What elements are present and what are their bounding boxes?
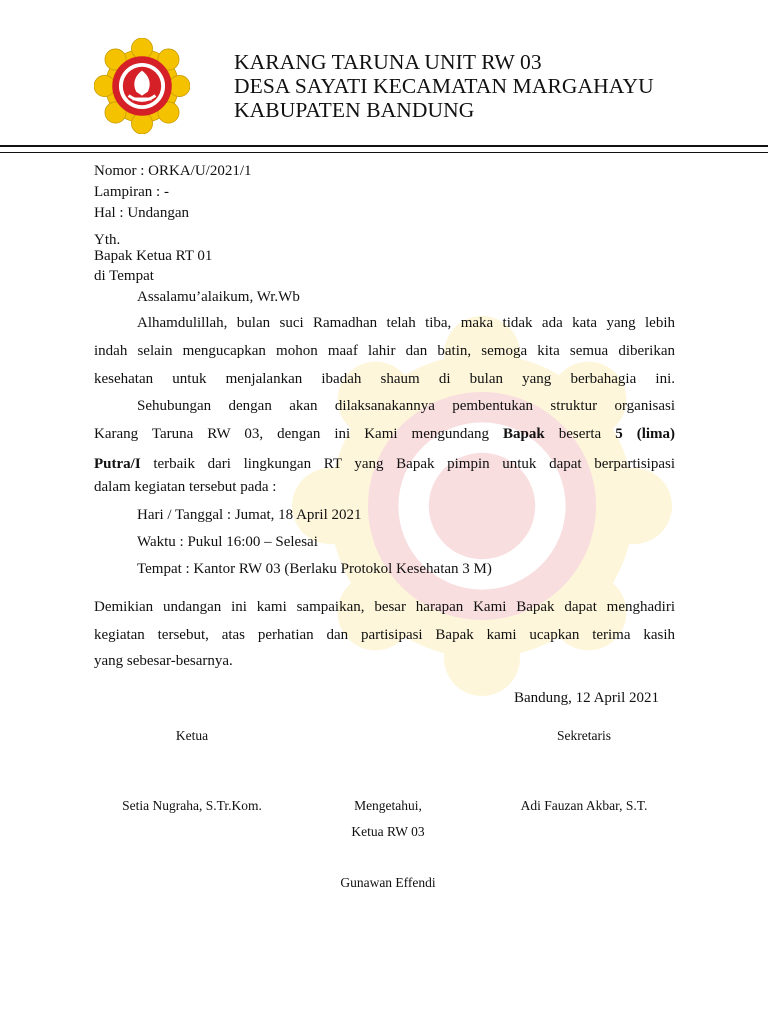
mengetahui-label: Mengetahui,	[354, 798, 422, 813]
ketua-title: Ketua	[175, 728, 209, 743]
event-place: Tempat : Kantor RW 03 (Berlaku Protokol Kesehatan 3 M)	[137, 561, 492, 577]
p2-bold-count: 5 (lima)	[615, 426, 676, 442]
p2-text-a: Karang Taruna RW 03, dengan ini Kami mengundang	[94, 426, 490, 442]
org-village: DESA SAYATI KECAMATAN MARGAHAYU	[234, 74, 654, 98]
letter-number: Nomor : ORKA/U/2021/1	[94, 163, 252, 179]
ketua-name: Setia Nugraha, S.Tr.Kom.	[122, 798, 262, 813]
sekretaris-title: Sekretaris	[557, 728, 611, 743]
letter-date: Bandung, 12 April 2021	[514, 690, 659, 706]
recipient-place: di Tempat	[94, 268, 154, 284]
closing-line-3: yang sebesar-besarnya.	[94, 653, 233, 669]
p2-text-b: beserta	[558, 426, 602, 442]
event-time: Waktu : Pukul 16:00 – Selesai	[137, 534, 318, 550]
paragraph-2-line-3	[94, 456, 675, 473]
recipient-name: Bapak Ketua RT 01	[94, 248, 213, 264]
closing-line-1: Demikian undangan ini kami sampaikan, besar harapan Kami Bapak dapat menghadiri	[94, 599, 675, 615]
paragraph-2-line-2	[94, 426, 675, 443]
letter-subject: Hal : Undangan	[94, 205, 189, 221]
paragraph-2-line-1: Sehubungan dengan akan dilaksanakannya pembentukan struktur organisasi	[137, 398, 675, 414]
event-date: Hari / Tanggal : Jumat, 18 April 2021	[137, 507, 362, 523]
greeting: Assalamu’alaikum, Wr.Wb	[137, 289, 300, 305]
rw-name: Gunawan Effendi	[340, 875, 436, 890]
p2-text-c: terbaik dari lingkungan RT yang Bapak pimpin untuk dapat berpartisipasi	[153, 456, 676, 472]
paragraph-1-line-2: indah selain mengucapkan mohon maaf lahir dan batin, semoga kita semua diberikan	[94, 343, 675, 359]
paragraph-1-line-1: Alhamdulillah, bulan suci Ramadhan telah tiba, maka tidak ada kata yang lebih	[137, 315, 675, 331]
header-rule-thick	[0, 145, 768, 147]
paragraph-1-line-3: kesehatan untuk menjalankan ibadah shaum di bulan yang berbahagia ini.	[94, 371, 675, 387]
recipient-salutation: Yth.	[94, 232, 121, 248]
letter-attachment: Lampiran : -	[94, 184, 169, 200]
p2-bold-putra: Putra/I	[94, 456, 141, 472]
sekretaris-name: Adi Fauzan Akbar, S.T.	[520, 798, 648, 813]
org-regency: KABUPATEN BANDUNG	[234, 98, 475, 122]
karang-taruna-logo-icon	[94, 38, 190, 134]
rw-title: Ketua RW 03	[351, 824, 425, 839]
header-rule-thin	[0, 152, 768, 153]
p2-bold-bapak: Bapak	[503, 426, 545, 442]
closing-line-2: kegiatan tersebut, atas perhatian dan partisipasi Bapak kami ucapkan terima kasih	[94, 627, 675, 643]
org-name: KARANG TARUNA UNIT RW 03	[234, 50, 542, 74]
paragraph-2-line-4: dalam kegiatan tersebut pada :	[94, 479, 277, 495]
